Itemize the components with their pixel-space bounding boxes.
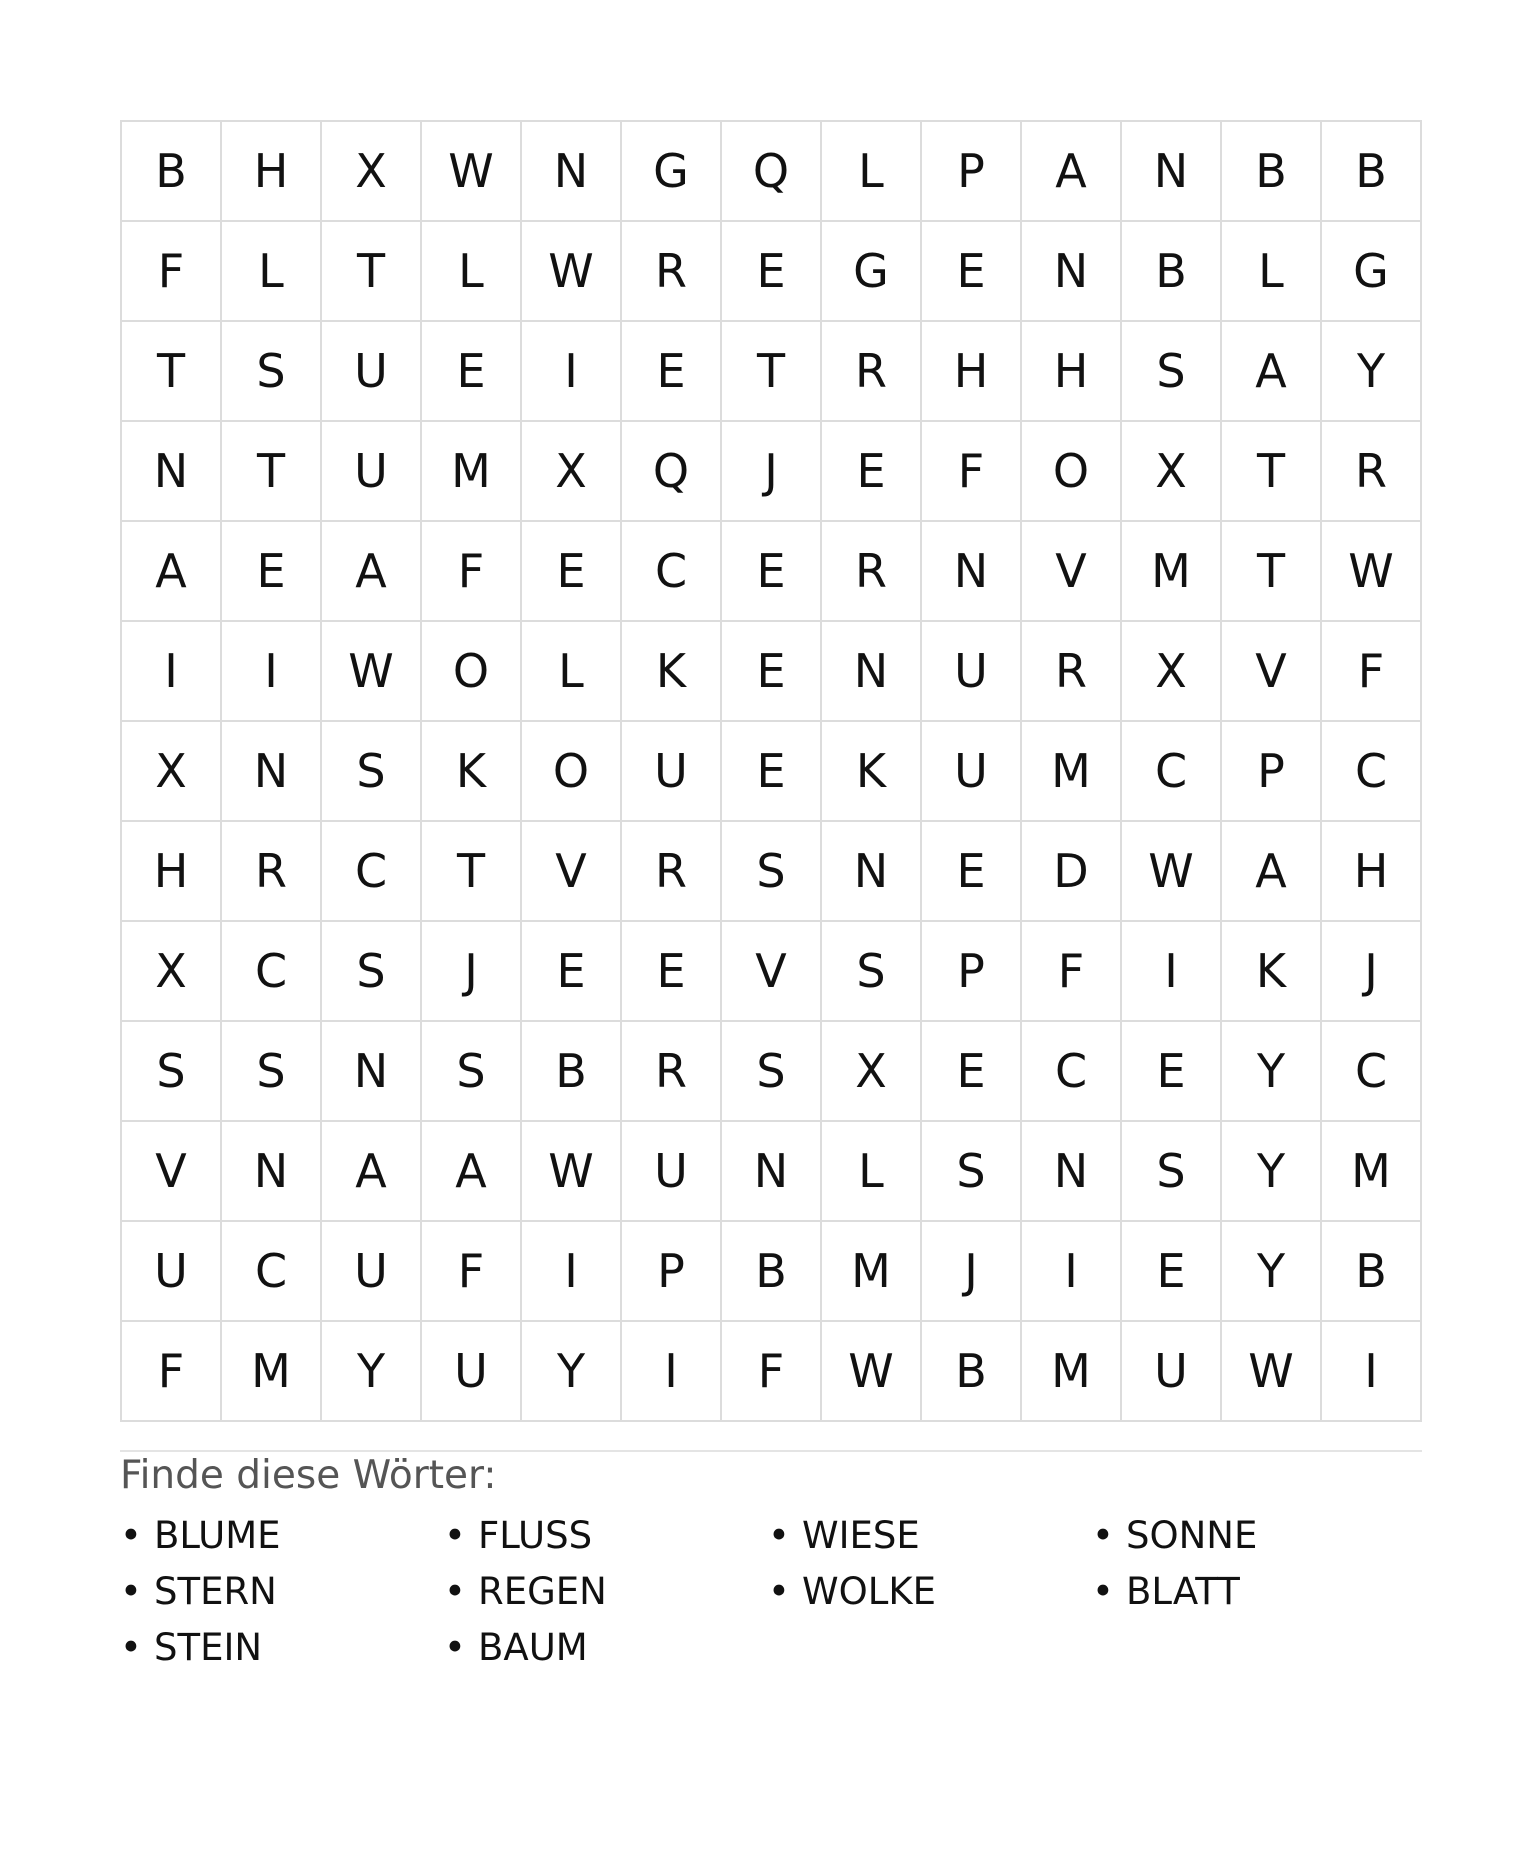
word-list-item	[444, 1564, 768, 1620]
word-label: BAUM	[478, 1626, 588, 1669]
bullet-icon: •	[120, 1570, 142, 1613]
grid-cell[interactable]: S	[922, 1122, 1022, 1222]
grid-cell[interactable]: S	[222, 1022, 322, 1122]
grid-cell[interactable]: H	[1322, 822, 1422, 922]
grid-cell[interactable]: E	[222, 522, 322, 622]
grid-cell[interactable]: F	[422, 522, 522, 622]
grid-cell[interactable]: K	[822, 722, 922, 822]
grid-cell[interactable]: V	[1222, 622, 1322, 722]
grid-cell[interactable]: T	[122, 322, 222, 422]
grid-cell[interactable]: N	[822, 822, 922, 922]
word-list-item	[120, 1508, 444, 1564]
grid-cell[interactable]: T	[1222, 522, 1322, 622]
grid-cell[interactable]: U	[622, 1122, 722, 1222]
word-list-item	[768, 1508, 1092, 1564]
grid-cell[interactable]: N	[222, 1122, 322, 1222]
grid-cell[interactable]: A	[322, 522, 422, 622]
grid-cell[interactable]: L	[222, 222, 322, 322]
grid-cell[interactable]: I	[1122, 922, 1222, 1022]
grid-cell[interactable]: H	[1022, 322, 1122, 422]
grid-cell[interactable]: S	[1122, 322, 1222, 422]
grid-cell[interactable]: Y	[1222, 1022, 1322, 1122]
grid-cell[interactable]: E	[1122, 1222, 1222, 1322]
grid-cell[interactable]: U	[322, 322, 422, 422]
grid-cell[interactable]: X	[1122, 422, 1222, 522]
grid-cell[interactable]: N	[922, 522, 1022, 622]
word-label: SONNE	[1126, 1514, 1258, 1557]
grid-cell[interactable]: S	[322, 922, 422, 1022]
grid-cell[interactable]: L	[1222, 222, 1322, 322]
grid-cell[interactable]: M	[222, 1322, 322, 1422]
grid-cell[interactable]: E	[622, 322, 722, 422]
grid-cell[interactable]: Y	[522, 1322, 622, 1422]
grid-cell[interactable]: K	[622, 622, 722, 722]
grid-cell[interactable]: Y	[1222, 1222, 1322, 1322]
grid-cell[interactable]: X	[322, 122, 422, 222]
grid-cell[interactable]: W	[522, 1122, 622, 1222]
grid-cell[interactable]: V	[1022, 522, 1122, 622]
grid-cell[interactable]: J	[422, 922, 522, 1022]
grid-cell[interactable]: N	[822, 622, 922, 722]
grid-cell[interactable]: U	[122, 1222, 222, 1322]
grid-cell[interactable]: S	[722, 1022, 822, 1122]
grid-cell[interactable]: A	[122, 522, 222, 622]
word-label: REGEN	[478, 1570, 607, 1613]
grid-cell[interactable]: I	[1322, 1322, 1422, 1422]
grid-cell[interactable]: U	[322, 1222, 422, 1322]
grid-cell[interactable]: X	[522, 422, 622, 522]
word-label: BLUME	[154, 1514, 281, 1557]
grid-cell[interactable]: M	[1022, 1322, 1122, 1422]
word-label: STERN	[154, 1570, 277, 1613]
grid-cell[interactable]: S	[222, 322, 322, 422]
grid-cell[interactable]: L	[422, 222, 522, 322]
grid-cell[interactable]: H	[122, 822, 222, 922]
grid-cell[interactable]: I	[522, 1222, 622, 1322]
grid-cell[interactable]: U	[422, 1322, 522, 1422]
bullet-icon: •	[444, 1570, 466, 1613]
grid-cell[interactable]: N	[222, 722, 322, 822]
grid-cell[interactable]: D	[1022, 822, 1122, 922]
grid-cell[interactable]: X	[822, 1022, 922, 1122]
bullet-icon: •	[444, 1514, 466, 1557]
grid-cell[interactable]: B	[1122, 222, 1222, 322]
bullet-icon: •	[444, 1626, 466, 1669]
grid-cell[interactable]: I	[522, 322, 622, 422]
grid-cell[interactable]: A	[1222, 822, 1322, 922]
grid-cell[interactable]: M	[1322, 1122, 1422, 1222]
grid-cell[interactable]: R	[622, 1022, 722, 1122]
grid-cell[interactable]: N	[1122, 122, 1222, 222]
grid-cell[interactable]: Q	[722, 122, 822, 222]
grid-cell[interactable]: S	[322, 722, 422, 822]
grid-cell[interactable]: O	[522, 722, 622, 822]
grid-cell[interactable]: G	[1322, 222, 1422, 322]
grid-cell[interactable]: C	[1322, 1022, 1422, 1122]
grid-cell[interactable]: V	[522, 822, 622, 922]
grid-cell[interactable]: E	[722, 622, 822, 722]
grid-cell[interactable]: G	[822, 222, 922, 322]
grid-cell[interactable]: C	[622, 522, 722, 622]
grid-cell[interactable]: E	[422, 322, 522, 422]
grid-cell[interactable]: A	[1222, 322, 1322, 422]
grid-cell[interactable]: W	[522, 222, 622, 322]
grid-cell[interactable]: I	[222, 622, 322, 722]
word-list-heading: Finde diese Wörter:	[120, 1453, 497, 1498]
bullet-icon: •	[768, 1570, 790, 1613]
word-list-item	[120, 1564, 444, 1620]
grid-cell[interactable]: W	[1122, 822, 1222, 922]
word-label: STEIN	[154, 1626, 263, 1669]
grid-cell[interactable]: E	[622, 922, 722, 1022]
grid-cell[interactable]: Y	[1222, 1122, 1322, 1222]
grid-cell[interactable]: M	[1022, 722, 1122, 822]
grid-cell[interactable]: F	[1322, 622, 1422, 722]
grid-cell[interactable]: N	[522, 122, 622, 222]
grid-cell[interactable]: O	[1022, 422, 1122, 522]
grid-cell[interactable]: U	[322, 422, 422, 522]
grid-cell[interactable]: J	[922, 1222, 1022, 1322]
grid-cell[interactable]: H	[922, 322, 1022, 422]
bullet-icon: •	[768, 1514, 790, 1557]
grid-cell[interactable]: I	[122, 622, 222, 722]
word-label: BLATT	[1126, 1570, 1240, 1613]
grid-cell[interactable]: F	[1022, 922, 1122, 1022]
grid-cell[interactable]: O	[422, 622, 522, 722]
grid-cell[interactable]: E	[522, 522, 622, 622]
grid-cell[interactable]: P	[622, 1222, 722, 1322]
grid-cell[interactable]: W	[822, 1322, 922, 1422]
bullet-icon: •	[120, 1514, 142, 1557]
grid-cell[interactable]: P	[922, 922, 1022, 1022]
grid-cell[interactable]: E	[722, 522, 822, 622]
grid-cell[interactable]: E	[922, 1022, 1022, 1122]
grid-cell[interactable]: C	[322, 822, 422, 922]
grid-cell[interactable]: R	[1022, 622, 1122, 722]
grid-cell[interactable]: C	[222, 922, 322, 1022]
grid-cell[interactable]: X	[122, 922, 222, 1022]
grid-cell[interactable]: F	[122, 1322, 222, 1422]
grid-cell[interactable]: U	[922, 622, 1022, 722]
grid-cell[interactable]: N	[722, 1122, 822, 1222]
grid-cell[interactable]: W	[1322, 522, 1422, 622]
grid-cell[interactable]: F	[722, 1322, 822, 1422]
word-list	[120, 1508, 1422, 1676]
grid-cell[interactable]: W	[422, 122, 522, 222]
grid-cell[interactable]: R	[822, 322, 922, 422]
grid-cell[interactable]: L	[822, 122, 922, 222]
grid-cell[interactable]: W	[1222, 1322, 1322, 1422]
grid-cell[interactable]: B	[1322, 122, 1422, 222]
grid-cell[interactable]: R	[622, 222, 722, 322]
grid-cell[interactable]: V	[722, 922, 822, 1022]
grid-cell[interactable]: Y	[322, 1322, 422, 1422]
grid-cell[interactable]: M	[822, 1222, 922, 1322]
grid-cell[interactable]: B	[522, 1022, 622, 1122]
bullet-icon: •	[1092, 1570, 1114, 1613]
grid-cell[interactable]: E	[822, 422, 922, 522]
grid-cell[interactable]: E	[1122, 1022, 1222, 1122]
grid-cell[interactable]: G	[622, 122, 722, 222]
grid-cell[interactable]: J	[1322, 922, 1422, 1022]
grid-cell[interactable]: R	[622, 822, 722, 922]
word-list-item	[444, 1508, 768, 1564]
grid-cell[interactable]: X	[122, 722, 222, 822]
grid-cell[interactable]: T	[422, 822, 522, 922]
grid-cell[interactable]: A	[322, 1122, 422, 1222]
grid-cell[interactable]: T	[322, 222, 422, 322]
grid-cell[interactable]: T	[1222, 422, 1322, 522]
grid-cell[interactable]: U	[922, 722, 1022, 822]
grid-cell[interactable]: S	[422, 1022, 522, 1122]
grid-cell[interactable]: A	[422, 1122, 522, 1222]
grid-cell[interactable]: A	[1022, 122, 1122, 222]
grid-cell[interactable]: V	[122, 1122, 222, 1222]
grid-cell[interactable]: E	[522, 922, 622, 1022]
grid-cell[interactable]: N	[1022, 222, 1122, 322]
grid-cell[interactable]: U	[622, 722, 722, 822]
word-list-item	[120, 1620, 444, 1676]
bullet-icon: •	[120, 1626, 142, 1669]
grid-cell[interactable]: C	[1322, 722, 1422, 822]
grid-cell[interactable]: E	[722, 222, 822, 322]
grid-cell[interactable]: S	[1122, 1122, 1222, 1222]
grid-cell[interactable]: T	[722, 322, 822, 422]
grid-cell[interactable]: S	[122, 1022, 222, 1122]
grid-cell[interactable]: S	[822, 922, 922, 1022]
grid-cell[interactable]: B	[1222, 122, 1322, 222]
grid-cell[interactable]: B	[1322, 1222, 1422, 1322]
bullet-icon: •	[1092, 1514, 1114, 1557]
grid-cell[interactable]: R	[822, 522, 922, 622]
grid-cell[interactable]: P	[1222, 722, 1322, 822]
grid-cell[interactable]: N	[122, 422, 222, 522]
grid-cell[interactable]: F	[922, 422, 1022, 522]
word-label: FLUSS	[478, 1514, 593, 1557]
grid-cell[interactable]: C	[1122, 722, 1222, 822]
grid-cell[interactable]: K	[422, 722, 522, 822]
grid-cell[interactable]: X	[1122, 622, 1222, 722]
grid-cell[interactable]: B	[122, 122, 222, 222]
grid-cell[interactable]: Y	[1322, 322, 1422, 422]
word-list-item	[444, 1620, 768, 1676]
grid-cell[interactable]: W	[322, 622, 422, 722]
letter-grid	[120, 120, 1422, 1422]
grid-cell[interactable]: C	[222, 1222, 322, 1322]
grid-cell[interactable]: U	[1122, 1322, 1222, 1422]
grid-cell[interactable]: N	[1022, 1122, 1122, 1222]
grid-cell[interactable]: F	[422, 1222, 522, 1322]
grid-cell[interactable]: H	[222, 122, 322, 222]
grid-cell[interactable]: M	[422, 422, 522, 522]
grid-cell[interactable]: J	[722, 422, 822, 522]
grid-cell[interactable]: T	[222, 422, 322, 522]
grid-cell[interactable]: B	[722, 1222, 822, 1322]
word-label: WIESE	[802, 1514, 920, 1557]
grid-cell[interactable]: S	[722, 822, 822, 922]
grid-cell[interactable]: F	[122, 222, 222, 322]
grid-cell[interactable]: Q	[622, 422, 722, 522]
grid-cell[interactable]: E	[922, 222, 1022, 322]
grid-cell[interactable]: K	[1222, 922, 1322, 1022]
grid-cell[interactable]: B	[922, 1322, 1022, 1422]
word-list-item	[768, 1564, 1092, 1620]
grid-cell[interactable]: M	[1122, 522, 1222, 622]
word-label: WOLKE	[802, 1570, 936, 1613]
grid-cell[interactable]: P	[922, 122, 1022, 222]
grid-cell[interactable]: E	[922, 822, 1022, 922]
grid-cell[interactable]: R	[1322, 422, 1422, 522]
grid-cell[interactable]: I	[622, 1322, 722, 1422]
grid-cell[interactable]: C	[1022, 1022, 1122, 1122]
grid-cell[interactable]: I	[1022, 1222, 1122, 1322]
grid-cell[interactable]: L	[822, 1122, 922, 1222]
grid-cell[interactable]: R	[222, 822, 322, 922]
grid-cell[interactable]: N	[322, 1022, 422, 1122]
word-list-item	[1092, 1564, 1416, 1620]
grid-cell[interactable]: L	[522, 622, 622, 722]
word-list-item	[1092, 1508, 1416, 1564]
grid-cell[interactable]: E	[722, 722, 822, 822]
